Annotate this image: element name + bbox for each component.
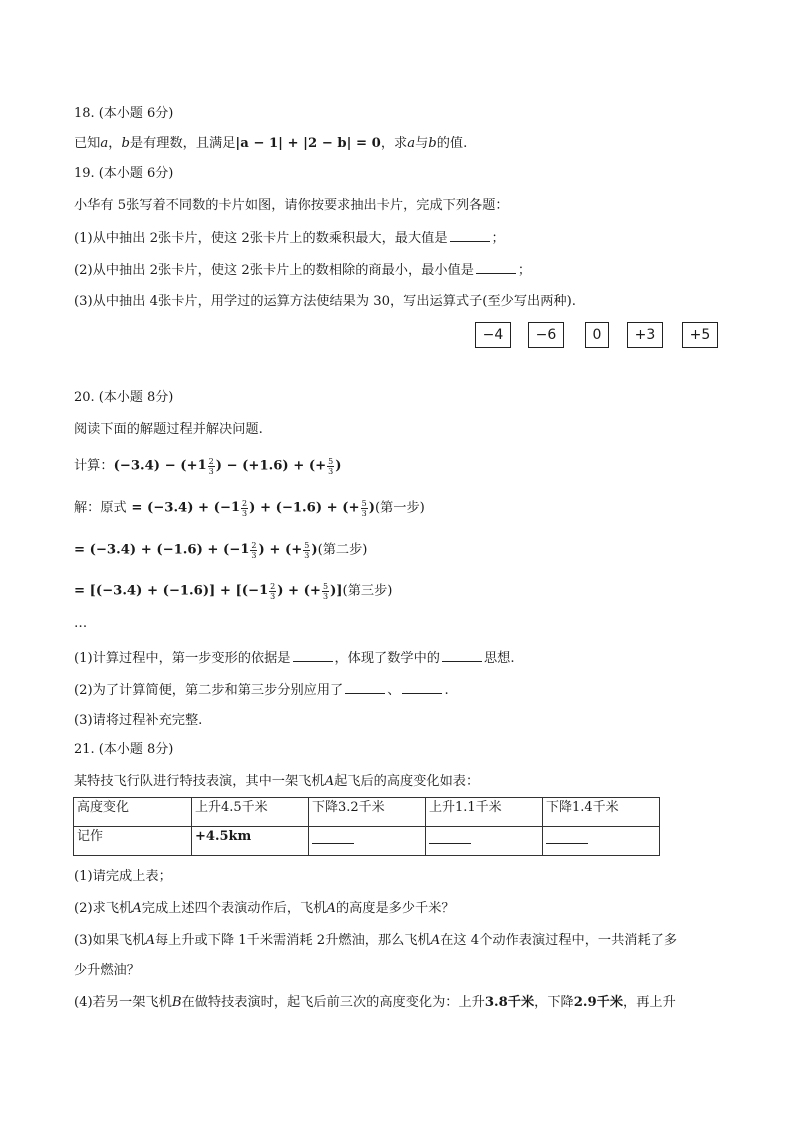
q20-part1-c: 思想. bbox=[484, 651, 515, 666]
q20-step2-tag: (第二步) bbox=[317, 542, 368, 558]
number-card: 0 bbox=[585, 322, 609, 348]
table-cell bbox=[192, 827, 309, 856]
q20-calc bbox=[74, 456, 342, 477]
q19-header: 19. (本小题 6分) bbox=[74, 166, 174, 181]
q21-intro-a: 某特技飞行队进行特技表演，其中一架飞机 bbox=[74, 774, 325, 789]
q21-part3-c: 在这 4个动作表演过程中，一共消耗了多 bbox=[440, 933, 678, 948]
q20-header: 20. (本小题 8分) bbox=[74, 390, 174, 405]
q18-text bbox=[74, 134, 467, 154]
q20-sol-label: 解：原式 bbox=[74, 500, 127, 516]
q20-step1-b: ) + (−1.6) + (+ bbox=[249, 500, 360, 516]
q21-part3-b: 每上升或下降 1千米需消耗 2升燃油，那么飞机 bbox=[154, 933, 431, 948]
q21-part2 bbox=[74, 899, 455, 919]
q18-var-b: b bbox=[121, 136, 130, 151]
q19-intro: 小华有 5张写着不同数的卡片如图，请你按要求抽出卡片，完成下列各题： bbox=[74, 198, 509, 213]
q20-part2-a: (2)为了计算简便，第二步和第三步分别应用了 bbox=[74, 683, 344, 698]
answer-blank[interactable] bbox=[442, 648, 482, 662]
q20-step1-tag: (第一步) bbox=[374, 500, 425, 516]
q19-part1 bbox=[74, 228, 505, 249]
q21-plane-a: A bbox=[132, 901, 142, 916]
table-cell[interactable] bbox=[543, 827, 660, 856]
answer-blank[interactable] bbox=[429, 827, 471, 844]
q20-calc-a: (−3.4) − (+ bbox=[113, 458, 198, 474]
mixed-number: 1 $\frac{2}{3}$ bbox=[240, 540, 257, 560]
q20-part1-a: (1)计算过程中，第一步变形的依据是 bbox=[74, 651, 291, 666]
q20-part2 bbox=[74, 680, 449, 701]
answer-blank[interactable] bbox=[476, 260, 516, 274]
table-row bbox=[74, 798, 660, 827]
q20-ellipsis: … bbox=[74, 616, 88, 631]
q18-text-and: 与 bbox=[415, 136, 429, 151]
q19-part3: (3)从中抽出 4张卡片，用学过的运算方法使结果为 30，写出运算式子(至少写出两种). bbox=[74, 294, 576, 309]
q20-part3: (3)请将过程补充完整. bbox=[74, 713, 203, 728]
q20-step2-c: ) bbox=[311, 542, 318, 558]
q20-part1 bbox=[74, 648, 515, 669]
fraction: $\frac{5}{3}$ bbox=[322, 581, 329, 601]
mixed-number: 1 $\frac{2}{3}$ bbox=[197, 456, 214, 476]
q19-part2-end: ； bbox=[517, 263, 532, 278]
table-cell[interactable] bbox=[309, 827, 426, 856]
q20-step1-c: ) bbox=[368, 500, 375, 516]
q21-part1: (1)请完成上表； bbox=[74, 869, 172, 884]
number-card: +3 bbox=[627, 322, 663, 348]
table-row bbox=[74, 827, 660, 856]
q21-part4-d: ，再上升 bbox=[623, 995, 676, 1010]
q21-part4-a: (4)若另一架飞机 bbox=[74, 995, 172, 1010]
q21-part4-c: ，下降 bbox=[534, 995, 574, 1010]
table-cell: 上升1.1千米 bbox=[426, 798, 543, 827]
q20-step3-tag: (第三步) bbox=[342, 583, 393, 599]
q19-part1-text: (1)从中抽出 2张卡片，使这 2张卡片上的数乘积最大，最大值是 bbox=[74, 231, 448, 246]
answer-blank[interactable] bbox=[402, 680, 442, 694]
q18-text-post: ，求 bbox=[380, 136, 408, 151]
q20-step2-a: = (−3.4) + (−1.6) + (− bbox=[74, 542, 241, 558]
answer-blank[interactable] bbox=[546, 827, 588, 844]
q20-calc-b: ) − (+1.6) + (+ bbox=[215, 458, 327, 474]
q21-plane-a: A bbox=[326, 901, 336, 916]
q19-part1-end: ； bbox=[491, 231, 505, 246]
table-cell: 下降1.4千米 bbox=[543, 798, 660, 827]
table-value: +4.5km bbox=[195, 829, 252, 844]
q21-part2-c: 的高度是多少千米？ bbox=[335, 901, 455, 916]
q18-var-a-2: a bbox=[407, 136, 416, 151]
q21-header: 21. (本小题 8分) bbox=[74, 742, 174, 757]
number-card: +5 bbox=[682, 322, 718, 348]
q20-part2-c: . bbox=[444, 683, 449, 698]
q18-text-end: 的值. bbox=[436, 136, 468, 151]
q21-part4-v2: 2.9千米 bbox=[573, 995, 624, 1010]
q20-step3 bbox=[74, 581, 392, 602]
q21-part2-a: (2)求飞机 bbox=[74, 901, 133, 916]
fraction: $\frac{5}{3}$ bbox=[304, 540, 310, 560]
q20-step3-c: )] bbox=[330, 583, 343, 599]
q18-equation: |a − 1| + |2 − b| = 0 bbox=[235, 136, 381, 151]
q21-plane-b: B bbox=[171, 995, 182, 1010]
table-cell: 高度变化 bbox=[74, 798, 192, 827]
q21-intro bbox=[74, 772, 479, 792]
q20-step3-b: ) + (+ bbox=[277, 583, 321, 599]
table-cell[interactable] bbox=[426, 827, 543, 856]
q19-part2 bbox=[74, 260, 531, 281]
altitude-table bbox=[73, 797, 660, 856]
q21-part4 bbox=[74, 993, 676, 1013]
q20-step1-a: = (−3.4) + (− bbox=[126, 500, 231, 516]
mixed-number: 1 $\frac{2}{3}$ bbox=[259, 581, 276, 601]
mixed-number: 1 $\frac{2}{3}$ bbox=[230, 498, 248, 518]
q20-calc-c: ) bbox=[335, 458, 342, 474]
q20-step2 bbox=[74, 540, 367, 561]
number-card: −4 bbox=[475, 322, 511, 348]
q21-part2-b: 完成上述四个表演动作后，飞机 bbox=[141, 901, 327, 916]
q20-part2-b: 、 bbox=[387, 683, 401, 698]
q21-intro-b: 起飞后的高度变化如表： bbox=[334, 774, 480, 789]
q20-intro: 阅读下面的解题过程并解决问题. bbox=[74, 422, 263, 437]
fraction: $\frac{5}{3}$ bbox=[328, 456, 334, 476]
q18-var-b-2: b bbox=[428, 136, 437, 151]
q18-header: 18. (本小题 6分) bbox=[74, 106, 174, 121]
answer-blank[interactable] bbox=[450, 228, 490, 242]
q18-text-pre: 已知 bbox=[74, 136, 101, 151]
number-cards bbox=[0, 322, 794, 350]
q20-step3-a: = [(−3.4) + (−1.6)] + [(− bbox=[74, 583, 260, 599]
q20-calc-label: 计算： bbox=[74, 458, 114, 474]
q18-var-a: a bbox=[100, 136, 109, 151]
q21-part4-v1: 3.8千米 bbox=[484, 995, 535, 1010]
fraction: $\frac{5}{3}$ bbox=[361, 498, 367, 518]
q21-part4-b: 在做特技表演时，起飞后前三次的高度变化为：上升 bbox=[181, 995, 485, 1010]
answer-blank[interactable] bbox=[312, 827, 354, 844]
q20-step2-b: ) + (+ bbox=[258, 542, 303, 558]
q18-comma: ， bbox=[108, 136, 122, 151]
number-card: −6 bbox=[528, 322, 564, 348]
q21-plane-a: A bbox=[145, 933, 155, 948]
table-cell: 上升4.5千米 bbox=[192, 798, 309, 827]
q21-plane-a: A bbox=[324, 774, 335, 789]
q21-part3 bbox=[74, 931, 677, 951]
answer-blank[interactable] bbox=[345, 680, 385, 694]
table-cell: 记作 bbox=[74, 827, 192, 856]
q18-text-mid: 是有理数，且满足 bbox=[129, 136, 236, 151]
q20-step1 bbox=[74, 498, 425, 519]
q19-part2-text: (2)从中抽出 2张卡片，使这 2张卡片上的数相除的商最小，最小值是 bbox=[74, 263, 474, 278]
q21-part3-cont: 少升燃油？ bbox=[74, 963, 140, 978]
table-cell: 下降3.2千米 bbox=[309, 798, 426, 827]
q21-part3-a: (3)如果飞机 bbox=[74, 933, 146, 948]
answer-blank[interactable] bbox=[293, 648, 333, 662]
q21-plane-a: A bbox=[430, 933, 441, 948]
q20-part1-b: ，体现了数学中的 bbox=[334, 651, 440, 666]
